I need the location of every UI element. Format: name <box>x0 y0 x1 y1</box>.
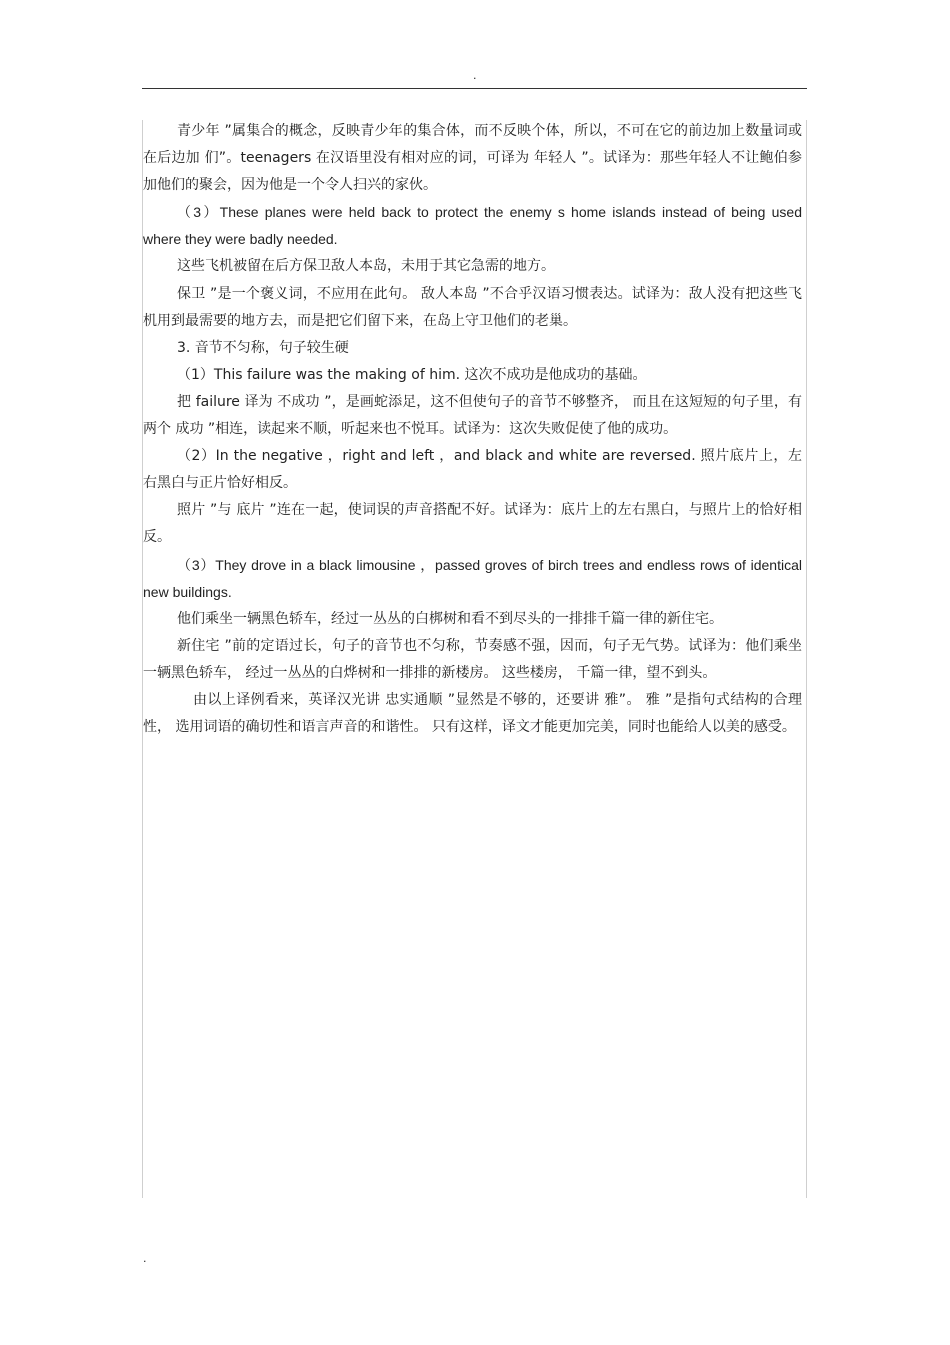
section3-example-2-comment: 照片 ”与 底片 ”连在一起，使词误的声音搭配不好。试译为：底片上的左右黑白，与照片上的恰好相反。 <box>143 502 802 546</box>
section3-example-3-comment: 新住宅 ”前的定语过长，句子的音节也不匀称，节奏感不强，因而，句子无气势。试译为：他们乘坐一辆黑色轿车， 经过一丛丛的白烨树和一排排的新楼房。 这些楼房， 千篇一律，望不到头。 <box>143 637 802 681</box>
section3-example-3-english: （3）They drove in a black limousine ，passed groves of birch trees and endless rows of identical new buildings. <box>143 556 802 600</box>
example-3-comment: 保卫 ”是一个褒义词，不应用在此句。 敌人本岛 ”不合乎汉语习惯表达。试译为：敌人没有把这些飞机用到最需要的地方去，而是把它们留下来，在岛上守卫他们的老巢。 <box>143 285 802 329</box>
section3-example-2: （2）In the negative ，right and left ，and black and white are reversed. 照片底片上，左右黑白与正片恰好相反。 <box>143 448 802 492</box>
footer-mark: . <box>143 1252 147 1265</box>
example-3-english: （3）These planes were held back to protect the enemy s home islands instead of being used where they were badly needed. <box>143 204 802 248</box>
conclusion-paragraph: 由以上译例看来，英译汉光讲 忠实通顺 ”显然是不够的，还要讲 雅”。 雅 ”是指句式结构的合理性， 选用词语的确切性和语言声音的和谐性。 只有这样，译文才能更加完美，同时也能给人以美的感受。 <box>143 691 802 736</box>
frame-right-border <box>806 120 807 1198</box>
section3-example-1-comment: 把 failure 译为 不成功 ”，是画蛇添足，这不但使句子的音节不够整齐， 而且在这短短的句子里，有两个 成功 ”相连，读起来不顺，听起来也不悦耳。试译为：这次失败促使了他的成功。 <box>143 393 802 438</box>
section3-example-3-translation: 他们乘坐一辆黑色轿车，经过一丛丛的白梆树和看不到尽头的一排排千篇一律的新住宅。 <box>177 610 723 627</box>
section3-example-1: （1）This failure was the making of him. 这次不成功是他成功的基础。 <box>177 366 647 383</box>
example-3-translation: 这些飞机被留在后方保卫敌人本岛，未用于其它急需的地方。 <box>177 258 555 275</box>
section-heading-3: 3. 音节不匀称，句子较生硬 <box>177 339 349 356</box>
paragraph-teenagers-explanation: 青少年 ”属集合的概念，反映青少年的集合体，而不反映个体，所以，不可在它的前边加上数量词或在后边加 们”。teenagers 在汉语里没有相对应的词，可译为 年轻人 ”。试译为：那些年轻人不让鲍伯参加他们的聚会，因为他是一个令人扫兴的家伙。 <box>143 123 802 194</box>
document-body <box>143 118 802 741</box>
header-rule <box>142 88 807 89</box>
header-mark: . <box>473 69 477 82</box>
